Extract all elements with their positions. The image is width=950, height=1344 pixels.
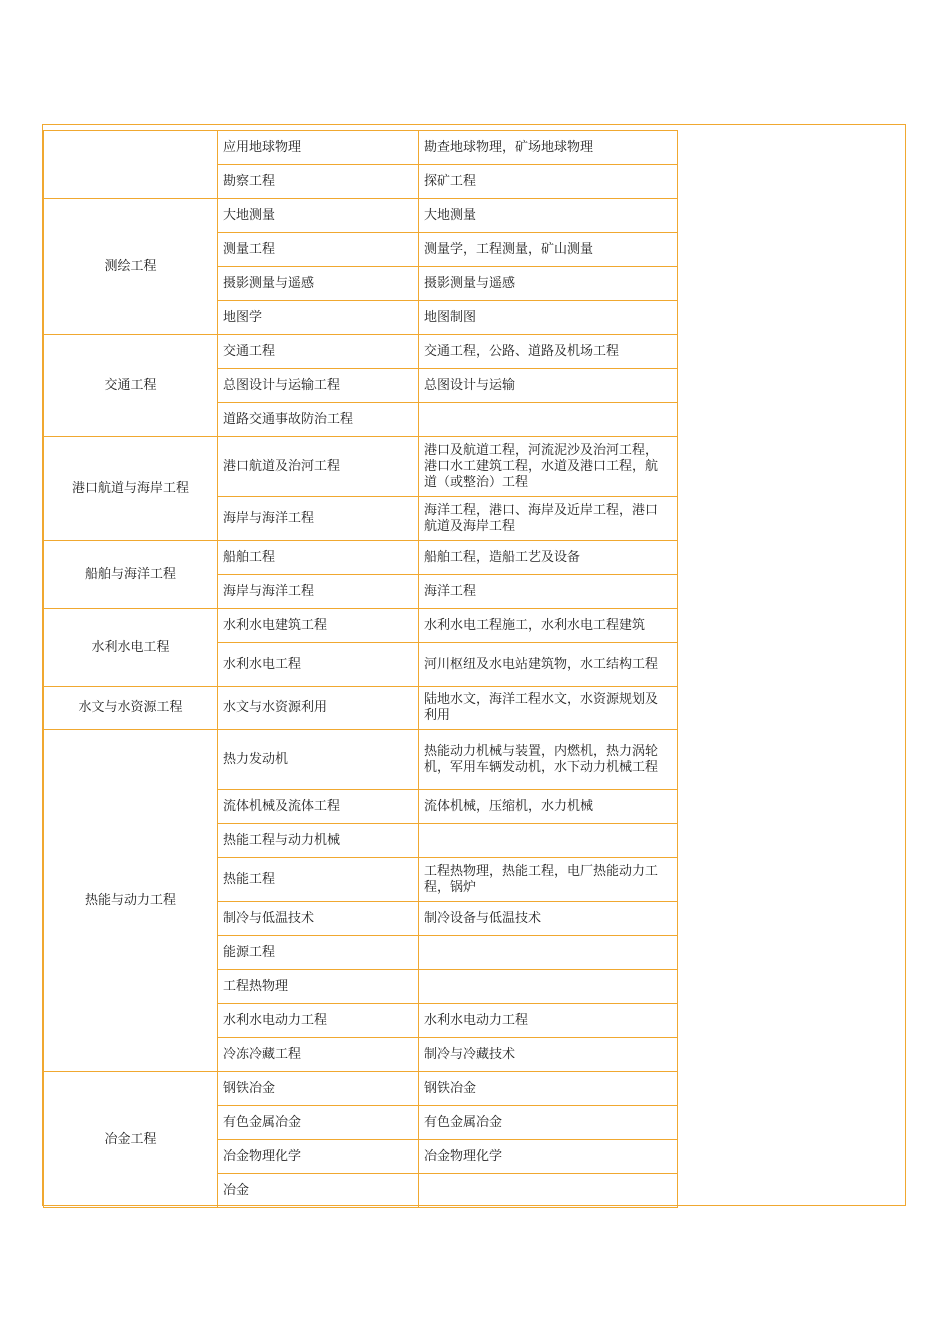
former-major-cell: 冶金物理化学 [419, 1140, 678, 1174]
sub-major-cell: 冶金 [218, 1174, 419, 1208]
former-major-cell: 工程热物理，热能工程，电厂热能动力工程，锅炉 [419, 858, 678, 902]
sub-major-cell: 道路交通事故防治工程 [218, 403, 419, 437]
sub-major-cell: 制冷与低温技术 [218, 902, 419, 936]
sub-major-cell: 测量工程 [218, 233, 419, 267]
sub-major-cell: 热力发动机 [218, 730, 419, 790]
table-row [44, 131, 678, 165]
former-major-cell: 陆地水文，海洋工程水文，水资源规划及利用 [419, 687, 678, 730]
major-name-cell: 热能与动力工程 [44, 730, 218, 1072]
former-major-cell: 探矿工程 [419, 165, 678, 199]
former-major-cell: 制冷设备与低温技术 [419, 902, 678, 936]
former-major-cell [419, 1174, 678, 1208]
major-catalog-table [43, 130, 678, 1208]
former-major-cell: 大地测量 [419, 199, 678, 233]
major-name-cell: 冶金工程 [44, 1072, 218, 1208]
table-row [44, 541, 678, 575]
major-name-cell: 船舶与海洋工程 [44, 541, 218, 609]
table-row [44, 730, 678, 790]
sub-major-cell: 能源工程 [218, 936, 419, 970]
former-major-cell: 勘查地球物理，矿场地球物理 [419, 131, 678, 165]
sub-major-cell: 地图学 [218, 301, 419, 335]
former-major-cell: 海洋工程 [419, 575, 678, 609]
former-major-cell: 地图制图 [419, 301, 678, 335]
sub-major-cell: 水利水电建筑工程 [218, 609, 419, 643]
sub-major-cell: 工程热物理 [218, 970, 419, 1004]
major-name-cell: 水文与水资源工程 [44, 687, 218, 730]
major-name-cell: 港口航道与海岸工程 [44, 437, 218, 541]
former-major-cell: 制冷与冷藏技术 [419, 1038, 678, 1072]
sub-major-cell: 热能工程 [218, 858, 419, 902]
sub-major-cell: 水利水电动力工程 [218, 1004, 419, 1038]
sub-major-cell: 海岸与海洋工程 [218, 497, 419, 541]
table-row [44, 199, 678, 233]
former-major-cell: 港口及航道工程，河流泥沙及治河工程，港口水工建筑工程，水道及港口工程，航道（或整治）工程 [419, 437, 678, 497]
major-name-cell: 交通工程 [44, 335, 218, 437]
former-major-cell: 水利水电工程施工，水利水电工程建筑 [419, 609, 678, 643]
sub-major-cell: 有色金属冶金 [218, 1106, 419, 1140]
table-row [44, 437, 678, 497]
sub-major-cell: 应用地球物理 [218, 131, 419, 165]
table-body [44, 131, 678, 1208]
sub-major-cell: 摄影测量与遥感 [218, 267, 419, 301]
table-row [44, 687, 678, 730]
former-major-cell: 钢铁冶金 [419, 1072, 678, 1106]
sub-major-cell: 钢铁冶金 [218, 1072, 419, 1106]
sub-major-cell: 总图设计与运输工程 [218, 369, 419, 403]
sub-major-cell: 热能工程与动力机械 [218, 824, 419, 858]
table-row [44, 609, 678, 643]
sub-major-cell: 勘察工程 [218, 165, 419, 199]
former-major-cell: 水利水电动力工程 [419, 1004, 678, 1038]
sub-major-cell: 海岸与海洋工程 [218, 575, 419, 609]
major-name-cell: 测绘工程 [44, 199, 218, 335]
sub-major-cell: 港口航道及治河工程 [218, 437, 419, 497]
sub-major-cell: 交通工程 [218, 335, 419, 369]
former-major-cell: 海洋工程，港口、海岸及近岸工程，港口航道及海岸工程 [419, 497, 678, 541]
former-major-cell: 有色金属冶金 [419, 1106, 678, 1140]
former-major-cell [419, 936, 678, 970]
major-name-cell: 水利水电工程 [44, 609, 218, 687]
former-major-cell: 流体机械，压缩机，水力机械 [419, 790, 678, 824]
sub-major-cell: 冶金物理化学 [218, 1140, 419, 1174]
sub-major-cell: 水利水电工程 [218, 643, 419, 687]
sub-major-cell: 大地测量 [218, 199, 419, 233]
former-major-cell: 热能动力机械与装置，内燃机，热力涡轮机，军用车辆发动机，水下动力机械工程 [419, 730, 678, 790]
table-row [44, 1072, 678, 1106]
former-major-cell: 摄影测量与遥感 [419, 267, 678, 301]
sub-major-cell: 冷冻冷藏工程 [218, 1038, 419, 1072]
former-major-cell [419, 403, 678, 437]
major-name-cell [44, 131, 218, 199]
former-major-cell: 总图设计与运输 [419, 369, 678, 403]
former-major-cell: 河川枢纽及水电站建筑物，水工结构工程 [419, 643, 678, 687]
sub-major-cell: 流体机械及流体工程 [218, 790, 419, 824]
former-major-cell: 交通工程，公路、道路及机场工程 [419, 335, 678, 369]
former-major-cell [419, 970, 678, 1004]
former-major-cell: 船舶工程，造船工艺及设备 [419, 541, 678, 575]
table-row [44, 335, 678, 369]
former-major-cell [419, 824, 678, 858]
sub-major-cell: 船舶工程 [218, 541, 419, 575]
former-major-cell: 测量学，工程测量，矿山测量 [419, 233, 678, 267]
sub-major-cell: 水文与水资源利用 [218, 687, 419, 730]
